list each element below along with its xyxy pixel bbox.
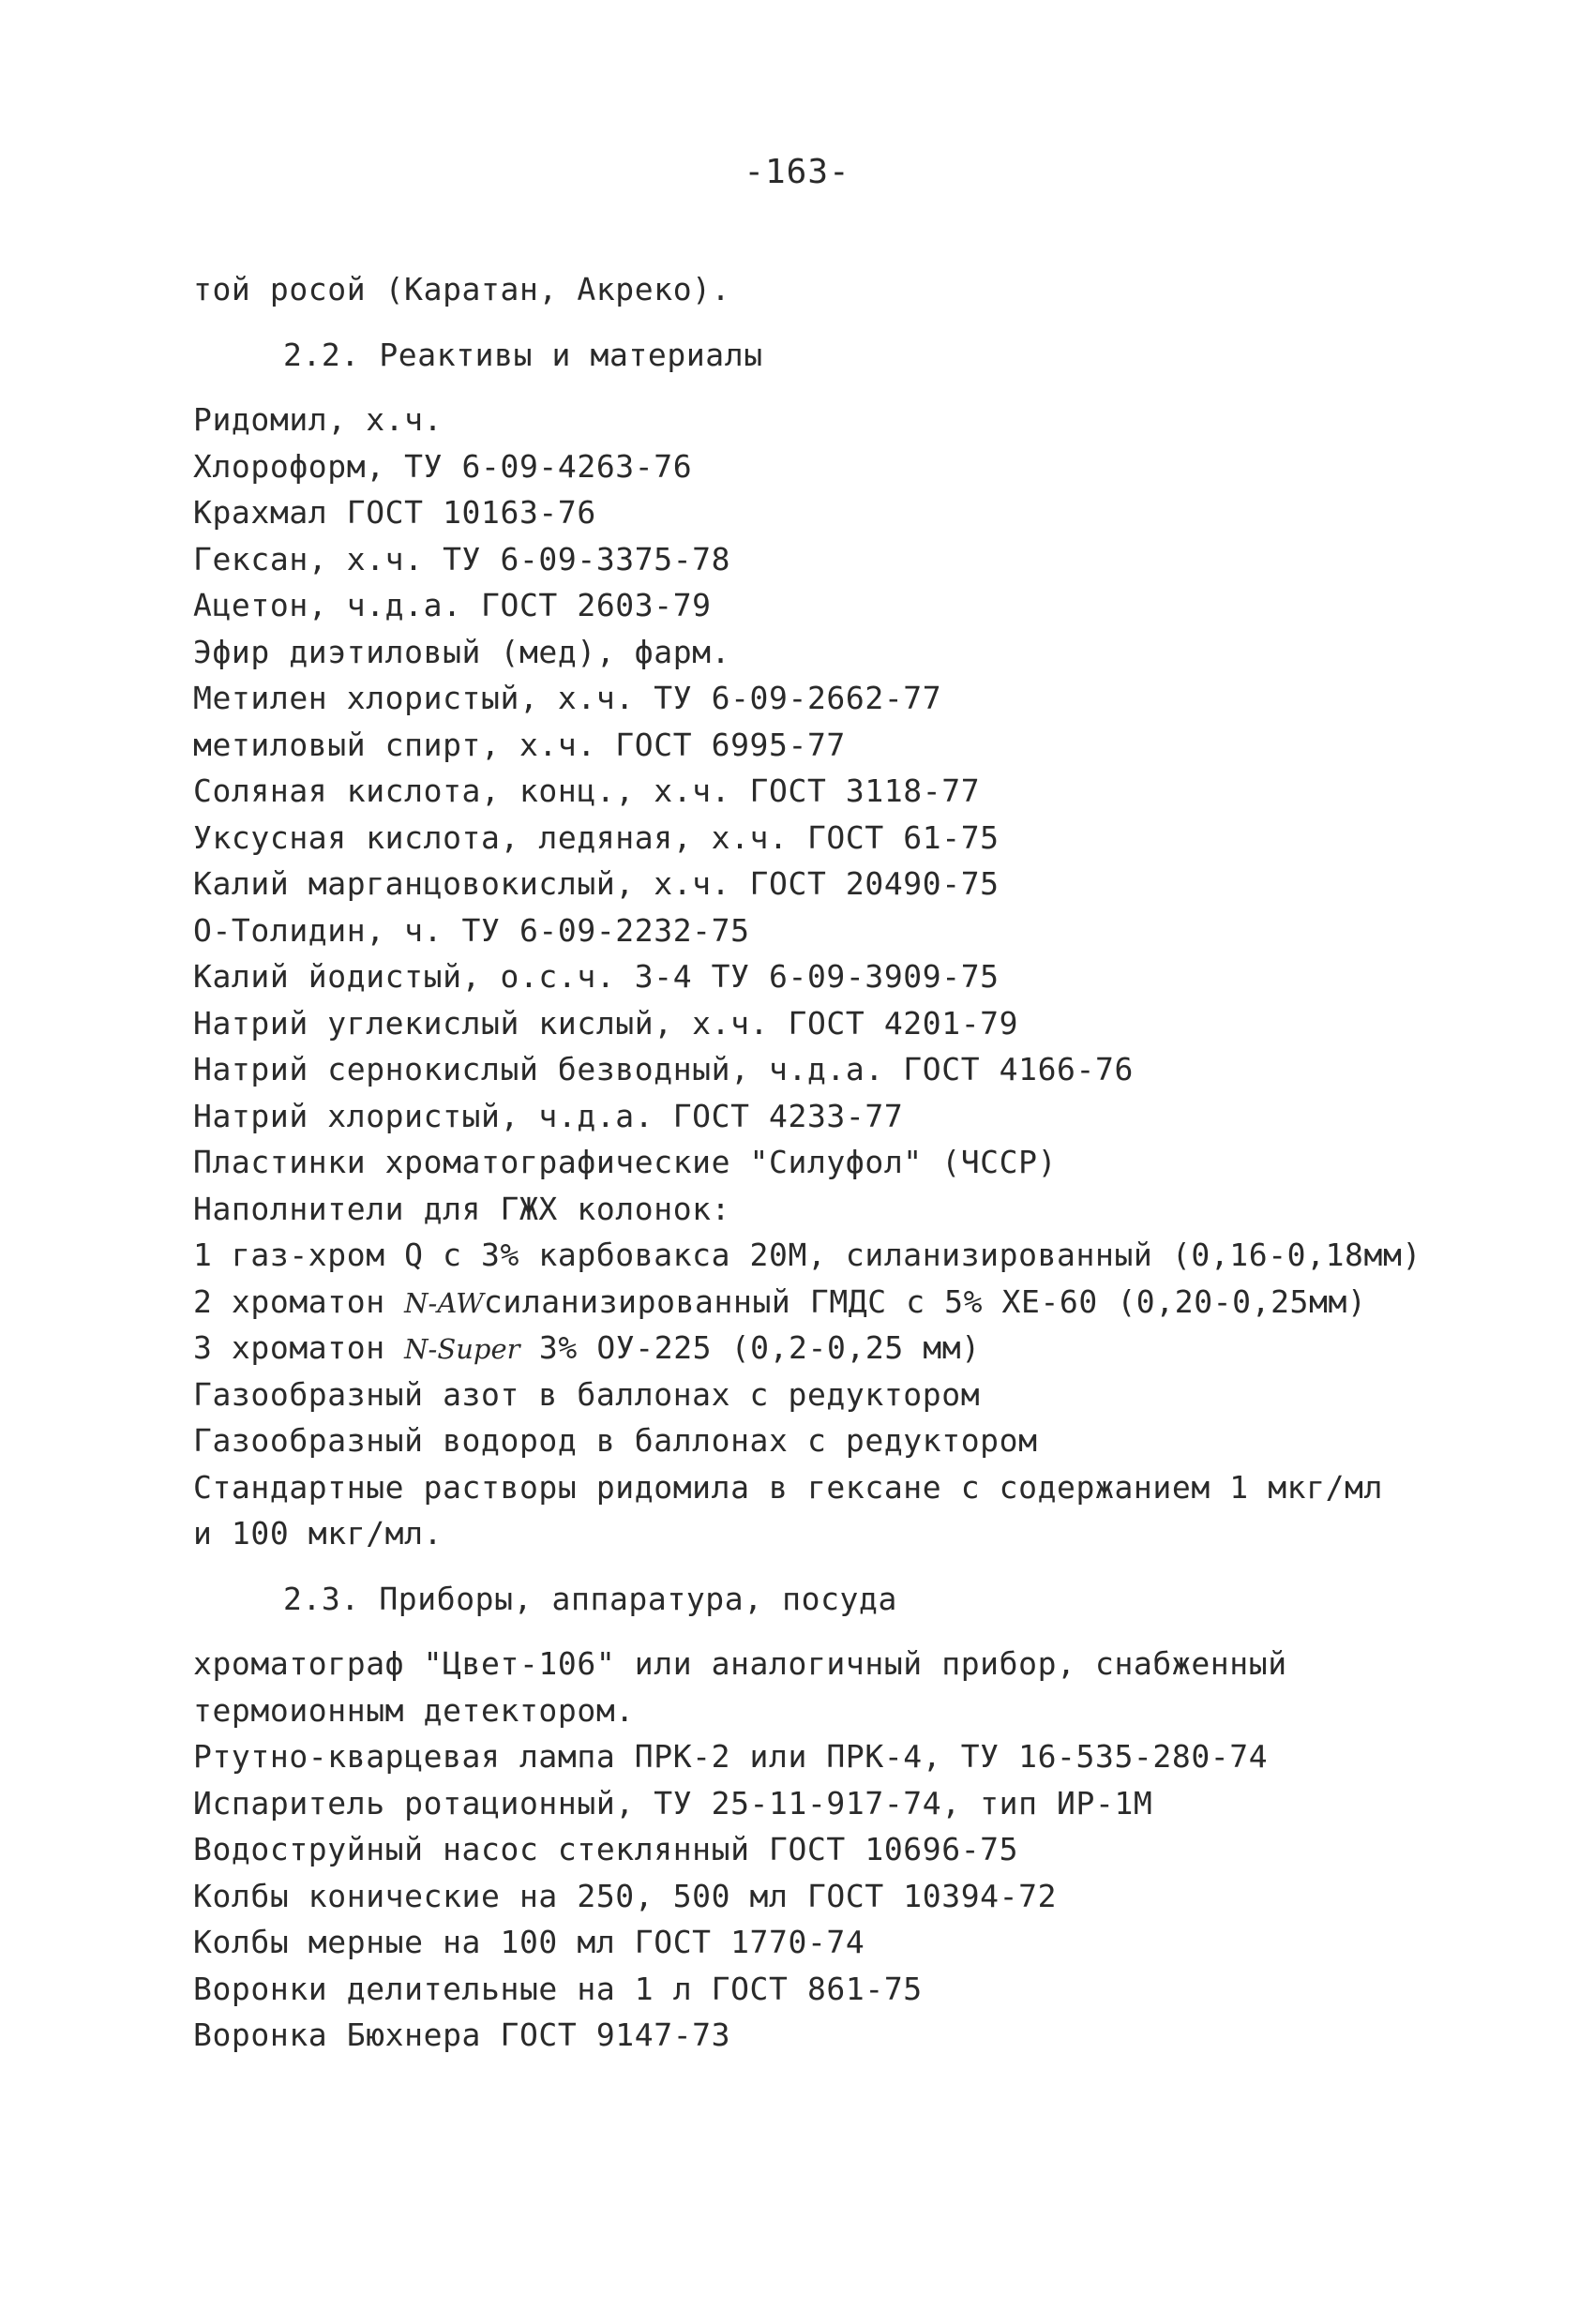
- list-item: Натрий сернокислый безводный, ч.д.а. ГОСТ 4166-76: [193, 1051, 1134, 1087]
- list-item: Колбы конические на 250, 500 мл ГОСТ 10394-72: [193, 1877, 1058, 1914]
- list-item: Воронка Бюхнера ГОСТ 9147-73: [193, 2017, 731, 2053]
- section-heading-reagents: 2.2. Реактивы и материалы: [283, 336, 763, 373]
- list-item: и 100 мкг/мл.: [193, 1515, 444, 1552]
- list-item: Ацетон, ч.д.а. ГОСТ 2603-79: [193, 587, 712, 623]
- list-item: Хлороформ, ТУ 6-09-4263-76: [193, 447, 693, 485]
- section-heading-devices: 2.3. Приборы, аппаратура, посуда: [283, 1580, 897, 1617]
- list-item: Газообразный азот в баллонах с редуктором: [193, 1375, 981, 1413]
- filler-item-3: [193, 1325, 1506, 1372]
- list-item: Крахмал ГОСТ 10163-76: [193, 494, 596, 531]
- list-item: Калий йодистый, о.с.ч. 3-4 ТУ 6-09-3909-75: [193, 958, 1000, 995]
- list-item: Метилен хлористый, х.ч. ТУ 6-09-2662-77: [193, 680, 942, 716]
- handwritten-insert: N-AW: [404, 1286, 484, 1319]
- list-item: Водоструйный насос стеклянный ГОСТ 10696-75: [193, 1831, 1019, 1867]
- filler-item-1: 1 газ-хром Q с 3% карбовакса 20М, силанизированный (0,16-0,18мм): [193, 1237, 1421, 1273]
- page-number: -163-: [744, 153, 850, 191]
- list-item: Калий марганцовокислый, х.ч. ГОСТ 20490-75: [193, 865, 1000, 902]
- filler-3-suffix: 3% ОУ-225 (0,2-0,25 мм): [519, 1329, 981, 1366]
- list-item: Стандартные растворы ридомила в гексане с содержанием 1 мкг/мл: [193, 1468, 1383, 1506]
- list-item: Натрий хлористый, ч.д.а. ГОСТ 4233-77: [193, 1097, 904, 1134]
- list-item: Уксусная кислота, ледяная, х.ч. ГОСТ 61-75: [193, 818, 1000, 856]
- filler-3-prefix: 3 хроматон: [193, 1329, 405, 1366]
- continuation-line: той росой (Каратан, Акреко).: [193, 271, 731, 307]
- list-item: Соляная кислота, конц., х.ч. ГОСТ 3118-77: [193, 772, 981, 809]
- devices-list: [193, 1641, 1506, 2059]
- list-item: термоионным детектором.: [193, 1691, 635, 1729]
- list-item: Испаритель ротационный, ТУ 25-11-917-74, тип ИР-1М: [193, 1784, 1153, 1822]
- list-item: Гексан, х.ч. ТУ 6-09-3375-78: [193, 540, 731, 577]
- list-item: Эфир диэтиловый (мед), фарм.: [193, 633, 731, 670]
- list-item: Колбы мерные на 100 мл ГОСТ 1770-74: [193, 1924, 865, 1960]
- list-item: хроматограф "Цвет-106" или аналогичный прибор, снабженный: [193, 1645, 1287, 1682]
- list-item: Наполнители для ГЖХ колонок:: [193, 1190, 731, 1227]
- list-item: Натрий углекислый кислый, х.ч. ГОСТ 4201-79: [193, 1004, 1019, 1042]
- list-item: О-Толидин, ч. ТУ 6-09-2232-75: [193, 911, 750, 949]
- list-item: Ртутно-кварцевая лампа ПРК-2 или ПРК-4, ТУ 16-535-280-74: [193, 1738, 1269, 1775]
- list-item: метиловый спирт, х.ч. ГОСТ 6995-77: [193, 726, 846, 763]
- list-item: Ридомил, х.ч.: [193, 401, 444, 438]
- handwritten-insert: N-Super: [404, 1333, 520, 1365]
- filler-2-suffix: силанизированный ГМДС с 5% ХЕ-60 (0,20-0,25мм): [483, 1282, 1367, 1320]
- document-body: [193, 266, 1506, 2059]
- list-item: Воронки делительные на 1 л ГОСТ 861-75: [193, 1970, 923, 2007]
- filler-item-2: [193, 1279, 1506, 1326]
- list-item: Газообразный водород в баллонах с редуктором: [193, 1422, 1038, 1459]
- reagents-list: [193, 397, 1506, 1557]
- list-item: Пластинки хроматографические "Силуфол" (ЧССР): [193, 1144, 1058, 1180]
- filler-2-prefix: 2 хроматон: [193, 1282, 405, 1320]
